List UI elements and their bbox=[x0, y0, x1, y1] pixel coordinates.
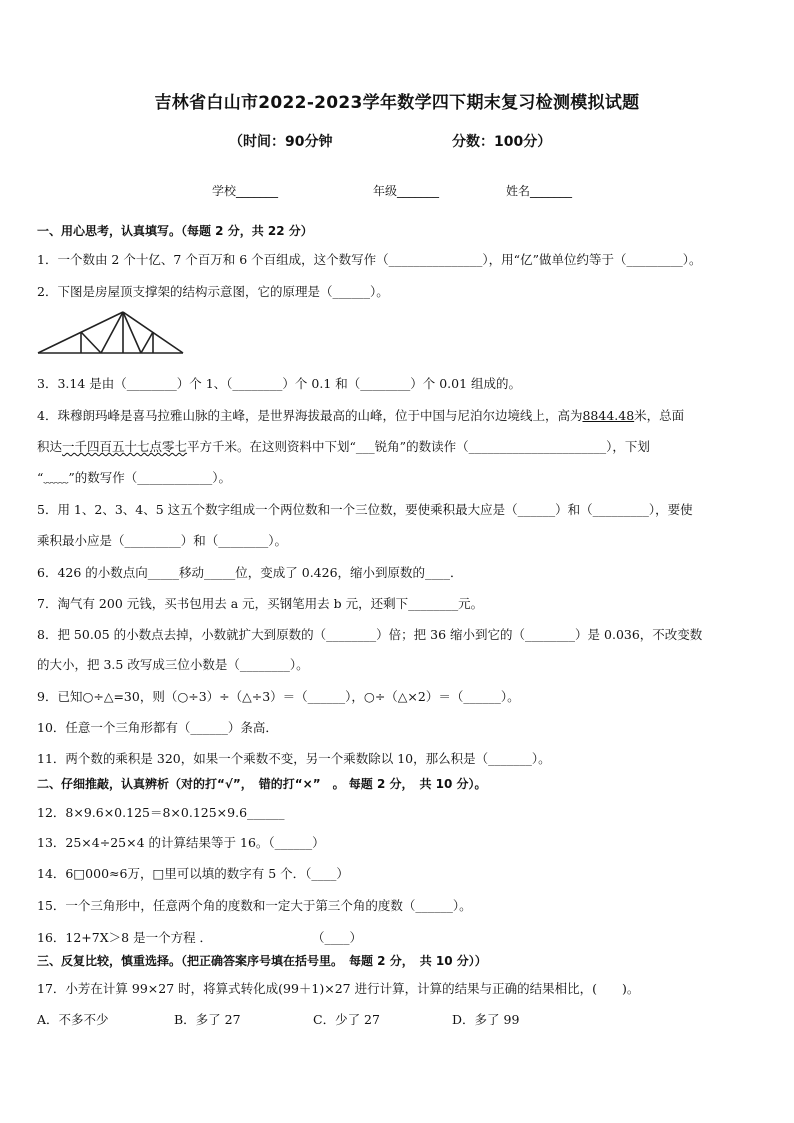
school-field: 学校_______ bbox=[212, 184, 279, 198]
question-10: 10．任意一个三角形都有（______）条高． bbox=[37, 720, 278, 735]
question-8-line-1: 8．把 50.05 的小数点去掉，小数就扩大到原数的（________）倍；把 36 缩小到它的（________）是 0.036，不改变数 bbox=[37, 627, 703, 642]
question-17: 17．小芳在计算 99×27 时，将算式转化成(99＋1)×27 进行计算，计算的结果与正确的结果相比，( )。 bbox=[37, 981, 640, 996]
option-d: D．多了 99 bbox=[452, 1012, 520, 1027]
question-7: 7．淘气有 200 元钱，买书包用去 a 元，买钢笔用去 b 元，还剩下________元。 bbox=[37, 596, 484, 611]
question-3: 3．3.14 是由（________）个 1、（________）个 0.1 和（________）个 0.01 组成的。 bbox=[37, 376, 522, 391]
question-4-line-2 bbox=[37, 437, 650, 455]
q4-text-4: 平方千米。在这则资料中下划“___锐角”的数读作（______________________），下划 bbox=[187, 439, 650, 454]
q4-text-1: 4．珠穆朗玛峰是喜马拉雅山脉的主峰，是世界海拔最高的山峰，位于中国与尼泊尔边境线上，高为 bbox=[37, 408, 583, 423]
section-1-heading: 一、用心思考，认真填写。（每题 2 分，共 22 分） bbox=[37, 224, 313, 238]
option-a: A．不多不少 bbox=[37, 1012, 109, 1027]
question-5-line-2: 乘积最小应是（_________）和（________）。 bbox=[37, 533, 288, 548]
question-4-line-1 bbox=[37, 406, 684, 424]
section-3-heading: 三、反复比较，慎重选择。（把正确答案序号填在括号里。 每题 2 分， 共 10 分）） bbox=[37, 954, 487, 968]
question-15: 15．一个三角形中，任意两个角的度数和一定大于第三个角的度数（______）。 bbox=[37, 898, 472, 913]
time-limit: （时间：90分钟 bbox=[229, 134, 333, 150]
question-2: 2．下图是房屋顶支撑架的结构示意图，它的原理是（______）。 bbox=[37, 284, 389, 299]
question-16: 16．12+7X＞8 是一个方程 ． （____） bbox=[37, 930, 363, 945]
option-c: C．少了 27 bbox=[313, 1012, 380, 1027]
option-b: B．多了 27 bbox=[174, 1012, 241, 1027]
q4-underlined-number: 8844.48 bbox=[582, 408, 635, 423]
name-field: 姓名_______ bbox=[506, 184, 573, 198]
question-11: 11．两个数的乘积是 320，如果一个乘数不变，另一个乘数除以 10，那么积是（_______）。 bbox=[37, 751, 551, 766]
question-14: 14．6□000≈6万，□里可以填的数字有 5 个．（____） bbox=[37, 866, 349, 881]
question-5-line-1: 5．用 1、2、3、4、5 这五个数字组成一个两位数和一个三位数，要使乘积最大应是（______）和（_________），要使 bbox=[37, 502, 693, 517]
question-13: 13．25×4÷25×4 的计算结果等于 16。（______） bbox=[37, 835, 325, 850]
question-6: 6．426 的小数点向_____移动_____位，变成了 0.426，缩小到原数的____． bbox=[37, 565, 463, 580]
question-8-line-2: 的大小，把 3.5 改写成三位小数是（________）。 bbox=[37, 657, 309, 672]
q4-text-3: 积达 bbox=[37, 439, 63, 454]
question-12: 12．8×9.6×0.125＝8×0.125×9.6______ bbox=[37, 805, 285, 820]
grade-field: 年级_______ bbox=[373, 184, 440, 198]
question-1: 1．一个数由 2 个十亿、7 个百万和 6 个百组成，这个数写作（_______________），用“亿”做单位约等于（_________）。 bbox=[37, 252, 702, 267]
roof-truss-diagram bbox=[37, 311, 185, 355]
question-9: 9．已知○÷△=30，则（○÷3）÷（△÷3）＝（______），○÷（△×2）＝（______）。 bbox=[37, 689, 520, 704]
question-4-line-3: “﹏﹏”的数写作（____________）。 bbox=[37, 470, 232, 485]
section-2-heading: 二、仔细推敲，认真辨析（对的打“√”， 错的打“×” 。 每题 2 分， 共 10 分）。 bbox=[37, 777, 487, 791]
total-score: 分数：100分） bbox=[452, 134, 552, 150]
exam-title: 吉林省白山市2022-2023学年数学四下期末复习检测模拟试题 bbox=[154, 93, 640, 113]
q4-wavy-number: 一千四百五十七点零七 bbox=[62, 439, 188, 454]
q4-text-2: 米，总面 bbox=[634, 408, 685, 423]
